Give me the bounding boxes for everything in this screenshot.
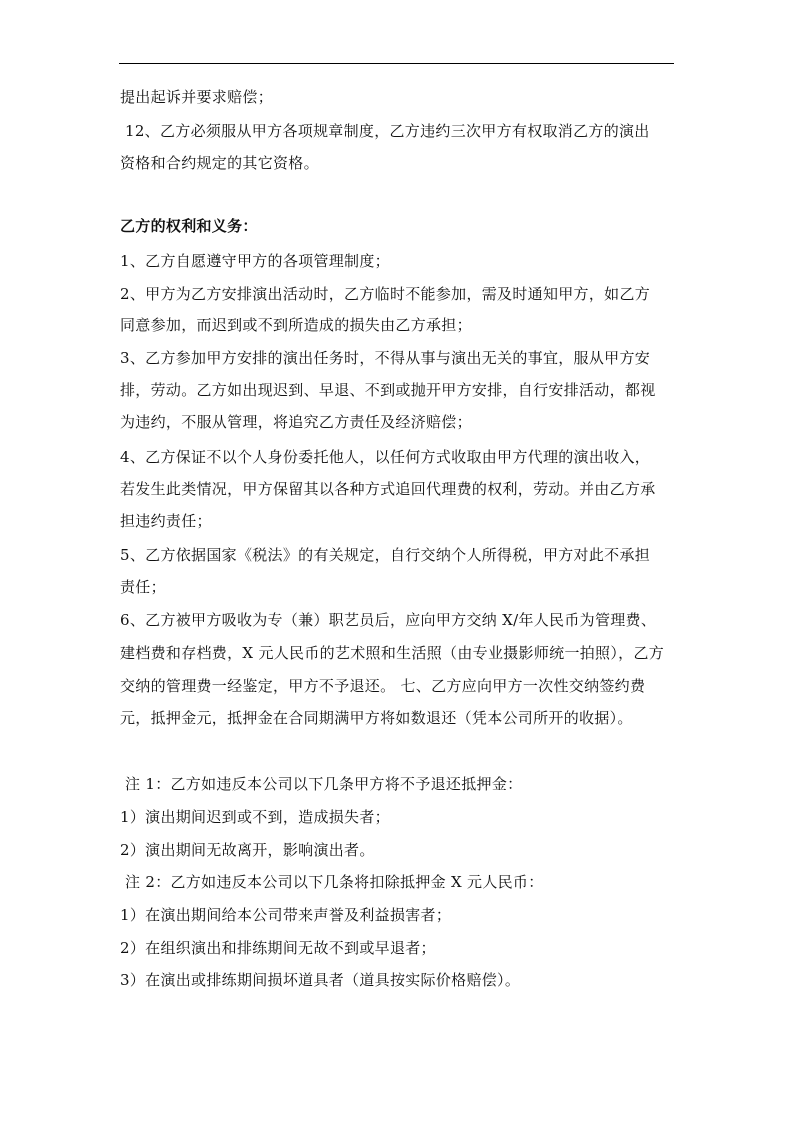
text-line: 资格和合约规定的其它资格。 (120, 154, 319, 172)
list-item: 1）在演出期间给本公司带来声誉及利益损害者； (120, 906, 452, 924)
text-line: 4、乙方保证不以个人身份委托他人，以任何方式收取由甲方代理的演出收入， (120, 448, 651, 466)
text-line: 责任； (120, 578, 166, 596)
text-line: 12、乙方必须服从甲方各项规章制度，乙方违约三次甲方有权取消乙方的演出 (125, 122, 650, 140)
text-line: 担违约责任； (120, 512, 212, 530)
note-line: 注 2：乙方如违反本公司以下几条将扣除抵押金 X 元人民币： (125, 873, 544, 891)
text-line: 建档费和存档费，X 元人民币的艺术照和生活照（由专业摄影师统一拍照），乙方 (120, 644, 665, 662)
text-line: 3、乙方参加甲方安排的演出任务时，不得从事与演出无关的事宜，服从甲方安 (120, 349, 651, 367)
text-line: 提出起诉并要求赔偿； (120, 88, 274, 106)
text-line: 同意参加，而迟到或不到所造成的损失由乙方承担； (120, 316, 472, 334)
note-line: 注 1：乙方如违反本公司以下几条甲方将不予退还抵押金： (125, 775, 523, 793)
list-item: 2）在组织演出和排练期间无故不到或早退者； (120, 939, 436, 957)
text-line: 排，劳动。乙方如出现迟到、早退、不到或抛开甲方安排，自行安排活动，都视 (120, 381, 656, 399)
list-item: 1）演出期间迟到或不到，造成损失者； (120, 808, 390, 826)
text-line: 若发生此类情况，甲方保留其以各种方式追回代理费的权利，劳动。并由乙方承 (120, 480, 656, 498)
section-heading: 乙方的权利和义务： (120, 217, 258, 235)
text-line: 1、乙方自愿遵守甲方的各项管理制度； (120, 252, 390, 270)
text-line: 2、甲方为乙方安排演出活动时，乙方临时不能参加，需及时通知甲方，如乙方 (120, 285, 651, 303)
text-line: 元，抵押金元，抵押金在合同期满甲方将如数退还（凭本公司所开的收据）。 (120, 709, 633, 727)
text-line: 5、乙方依据国家《税法》的有关规定，自行交纳个人所得税，甲方对此不承担 (120, 546, 651, 564)
list-item: 2）演出期间无故离开，影响演出者。 (120, 841, 375, 859)
list-item: 3）在演出或排练期间损坏道具者（道具按实际价格赔偿）。 (120, 971, 521, 989)
text-line: 交纳的管理费一经鉴定，甲方不予退还。 七、乙方应向甲方一次性交纳签约费 (120, 677, 646, 695)
header-rule (119, 63, 674, 64)
text-line: 6、乙方被甲方吸收为专（兼）职艺员后，应向甲方交纳 X/年人民币为管理费、 (120, 611, 657, 629)
text-line: 为违约，不服从管理，将追究乙方责任及经济赔偿； (120, 413, 472, 431)
